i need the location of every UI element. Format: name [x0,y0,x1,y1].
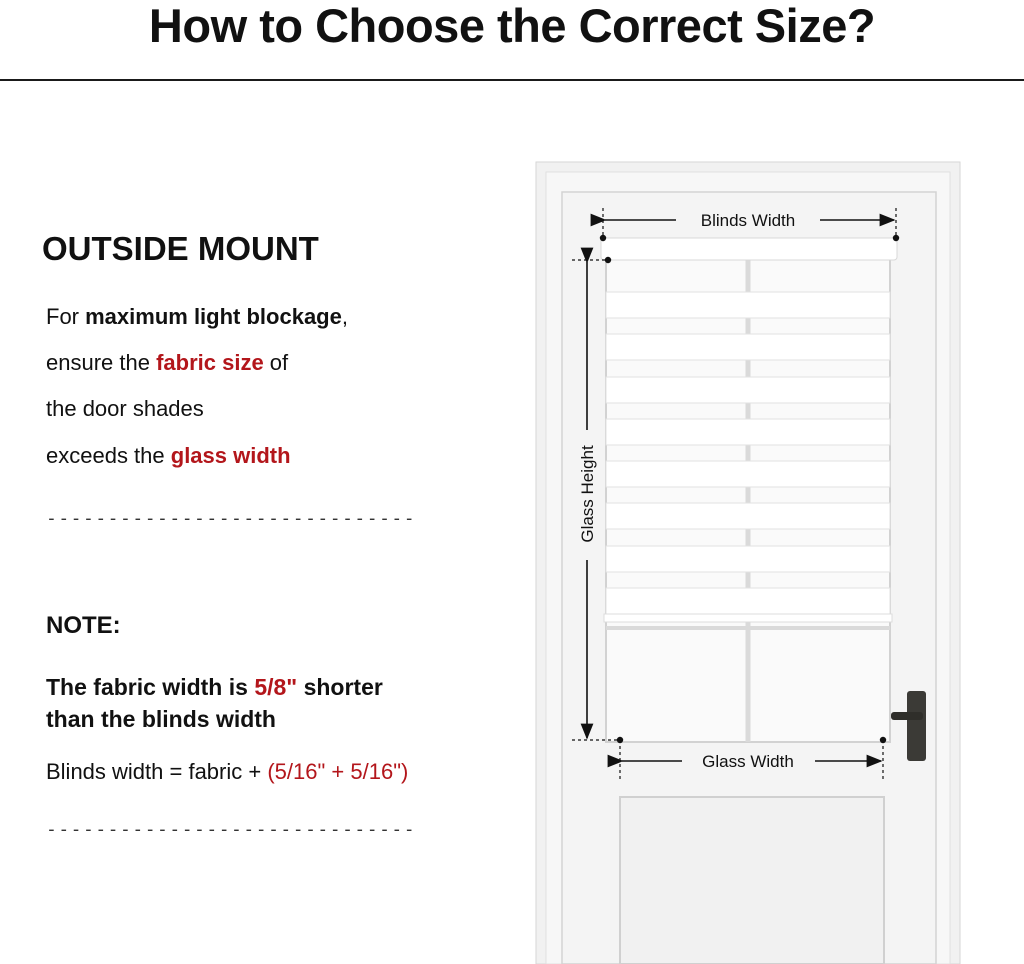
separator-1: ------------------------------ [46,508,417,529]
blinds-bottom-rail [604,614,892,622]
glass-width-label: Glass Width [702,752,794,771]
blind-slat [606,503,890,529]
text-line-1: For maximum light blockage, [46,304,348,329]
blind-slat [606,419,890,445]
text-line-2: ensure the fabric size of [46,350,289,375]
separator-2: ------------------------------ [46,819,417,840]
blind-slat [606,334,890,360]
blind-slat [606,461,890,487]
door-handle-lever [891,712,923,720]
note-line-1: The fabric width is 5/8" shorter [46,674,383,700]
blind-slat [606,377,890,403]
formula-line: Blinds width = fabric + (5/16" + 5/16") [46,759,409,784]
outside-mount-heading: OUTSIDE MOUNT [42,230,319,267]
blind-slat [606,588,890,616]
glass-height-label: Glass Height [578,445,597,543]
lower-panel [620,797,884,964]
text-line-4: exceeds the glass width [46,443,291,468]
note-heading: NOTE: [46,612,121,639]
text-line-3: the door shades [46,396,204,421]
blind-slat [606,292,890,318]
blinds-width-label: Blinds Width [700,211,796,230]
page-title: How to Choose the Correct Size? [148,0,876,52]
blind-slat [606,546,890,572]
blinds-headrail [601,238,897,260]
door-handle-plate [907,691,926,761]
note-line-2: than the blinds width [46,706,276,732]
